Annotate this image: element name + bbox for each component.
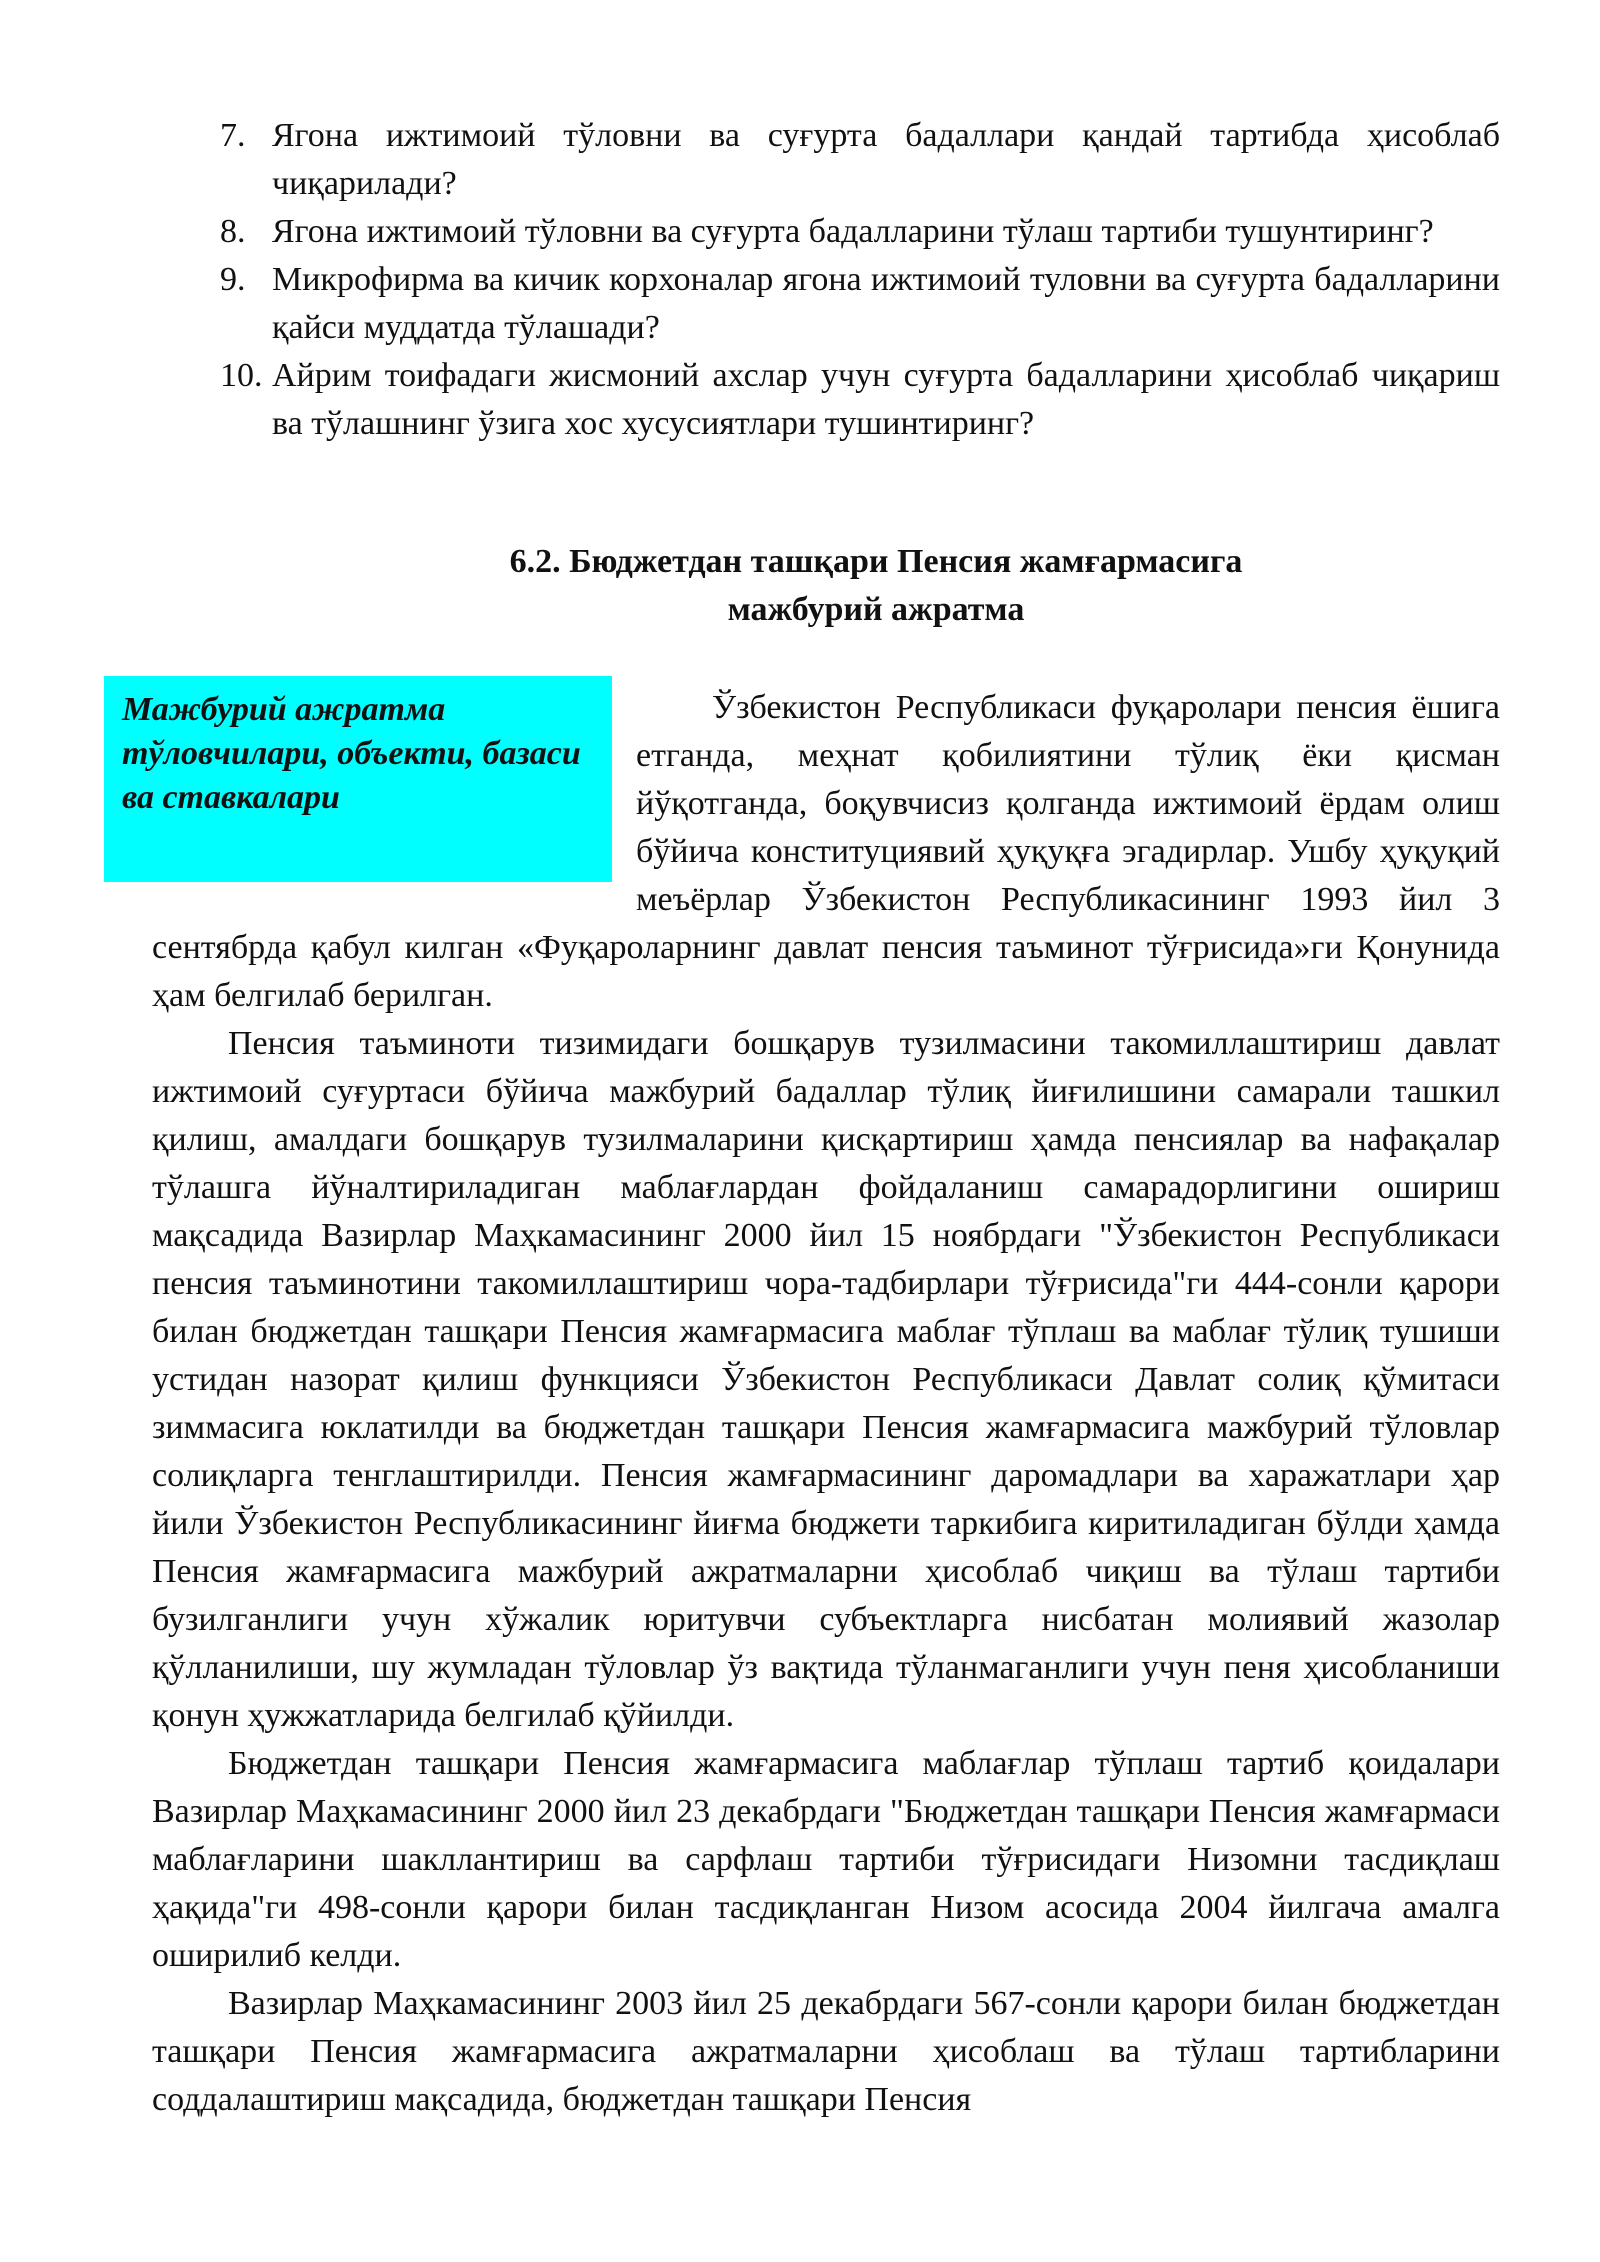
question-text: Ягона ижтимоий тўловни ва суғурта бадалларини тўлаш тартиби тушунтиринг? bbox=[272, 213, 1434, 250]
paragraph: Пенсия таъминоти тизимидаги бошқарув тузилмасини такомиллаштириш давлат ижтимоий суғуртаси бўйича мажбурий бадаллар тўлиқ йиғилишини самарали ташкил қилиш, амалдаги бошқарув тузилмаларини қисқартириш ҳамда пенсиялар ва нафақалар тўлашга йўналтириладиган маблағлардан фойдаланиш самарадорлигини ошириш мақсадида Вазирлар Маҳкамасининг 2000 йил 15 ноябрдаги "Ўзбекистон Республикаси пенсия таъминотини такомиллаштириш чора-тадбирлари тўғрисида"ги 444-сонли қарори билан бюджетдан ташқари Пенсия жамғармасига маблағ тўплаш ва маблағ тўлиқ тушиши устидан назорат қилиш функцияси Ўзбекистон Республикаси Давлат солиқ қўмитаси зиммасига юклатилди ва бюджетдан ташқари Пенсия жамғармасига мажбурий тўловлар солиқларга тенглаштирилди. Пенсия жамғармасининг даромадлари ва харажатлари ҳар йили Ўзбекистон Республикасининг йиғма бюджети таркибига киритиладиган бўлди ҳамда Пенсия жамғармасига мажбурий ажратмаларни ҳисоблаб чиқиш ва тўлаш тартиби бузилганлиги учун хўжалик юритувчи субъектларга нисбатан молиявий жазолар қўлланилиши, шу жумладан тўловлар ўз вақтида тўланмаганлиги учун пеня ҳисобланиши қонун ҳужжатларида белгилаб қўйилди. bbox=[152, 1025, 1500, 1734]
section-heading bbox=[200, 538, 1552, 634]
question-item bbox=[220, 208, 1500, 256]
body-text bbox=[152, 684, 1500, 2124]
topic-highlight-text: Мажбурий ажратма тўловчилари, объекти, базаси ва ставкалари bbox=[122, 691, 581, 816]
paragraph: Ўзбекистон Республикаси фуқаролари пенсия ёшига етганда, меҳнат қобилиятини тўлиқ ёки қисман йўқотганда, боқувчисиз қолганда ижтимоий ёрдам олиш бўйича конституциявий ҳуқуқға эгадирлар. Ушбу ҳуқуқий меъёрлар Ўзбекистон Республикасининг 1993 йил 3 сентябрда қабул килган «Фуқароларнинг давлат пенсия таъминот тўғрисида»ги Қонунида ҳам белгилаб берилган. bbox=[152, 689, 1500, 1014]
question-item bbox=[220, 352, 1500, 448]
question-text: Ягона ижтимоий тўловни ва суғурта бадаллари қандай тартибда ҳисоблаб чиқарилади? bbox=[272, 117, 1500, 202]
question-number: 7. bbox=[220, 117, 246, 154]
question-number: 10. bbox=[220, 357, 263, 394]
question-text: Айрим тоифадаги жисмоний ахслар учун суғурта бадалларини ҳисоблаб чиқариш ва тўлашнинг ўзига хос хусусиятлари тушинтиринг? bbox=[272, 357, 1500, 442]
question-number: 9. bbox=[220, 261, 246, 298]
question-text: Микрофирма ва кичик корхоналар ягона ижтимоий туловни ва суғурта бадалларини қайси муддатда тўлашади? bbox=[272, 261, 1500, 346]
section-heading-line1: 6.2. Бюджетдан ташқари Пенсия жамғармасига bbox=[509, 543, 1243, 580]
question-item bbox=[220, 256, 1500, 352]
paragraph: Бюджетдан ташқари Пенсия жамғармасига маблағлар тўплаш тартиб қоидалари Вазирлар Маҳкамасининг 2000 йил 23 декабрдаги "Бюджетдан ташқари Пенсия жамғармаси маблағларини шакллантириш ва сарфлаш тартиби тўғрисидаги Низомни тасдиқлаш ҳақида"ги 498-сонли қарори билан тасдиқланган Низом асосида 2004 йилгача амалга оширилиб келди. bbox=[152, 1745, 1500, 1974]
question-number: 8. bbox=[220, 213, 246, 250]
paragraph: Вазирлар Маҳкамасининг 2003 йил 25 декабрдаги 567-сонли қарори билан бюджетдан ташқари Пенсия жамғармасига ажратмаларни ҳисоблаш ва тўлаш тартибларини соддалаштириш мақсадида, бюджетдан ташқари Пенсия bbox=[152, 1985, 1500, 2118]
question-item bbox=[220, 112, 1500, 208]
section-heading-line2: мажбурий ажратма bbox=[727, 591, 1025, 628]
sidebox-spacer bbox=[152, 684, 636, 922]
review-questions-list bbox=[220, 112, 1500, 448]
